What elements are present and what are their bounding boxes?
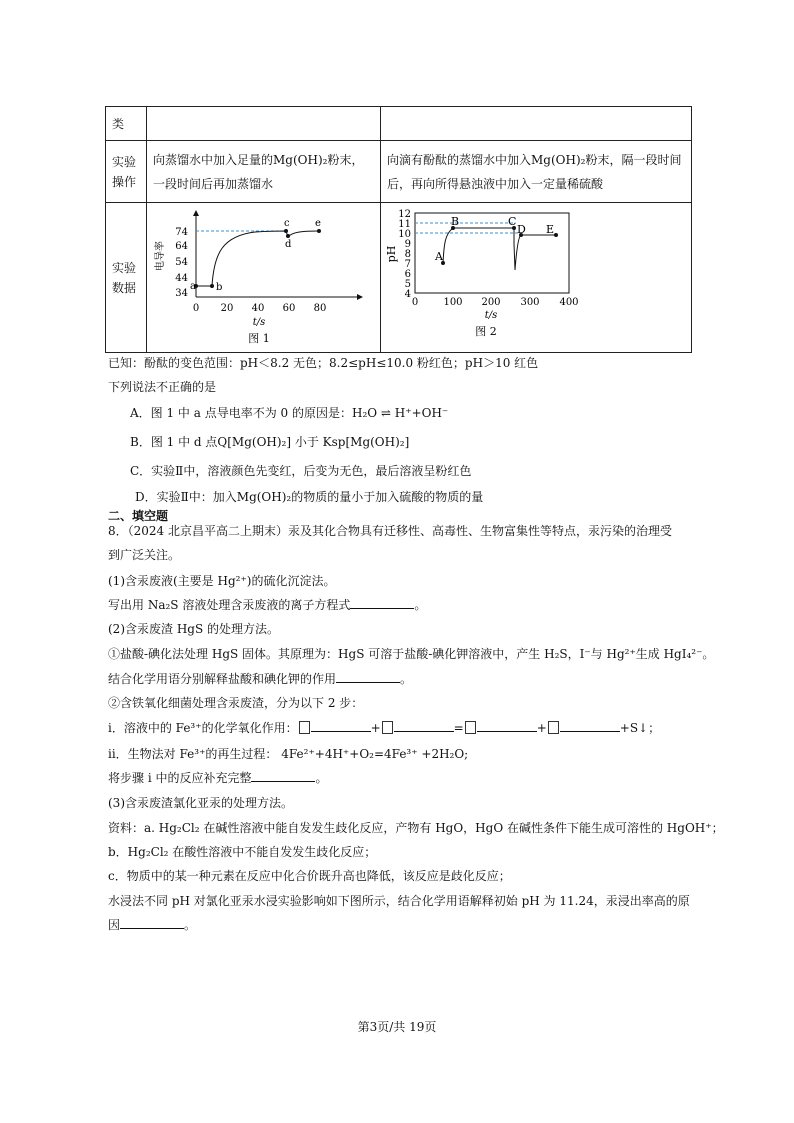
fig1-xtick-0: 0 xyxy=(192,302,200,314)
period: 。 xyxy=(184,918,197,932)
section-heading: 二、填空题 xyxy=(108,509,169,523)
q8-part1-question xyxy=(108,596,426,613)
fig2-caption: 图 2 xyxy=(475,324,497,338)
fig2-xtick-3: 300 xyxy=(520,296,540,308)
fig1-point-d xyxy=(286,234,290,238)
fig2-xlabel: t/s xyxy=(484,309,498,321)
period: 。 xyxy=(315,771,328,785)
answer-blank-1[interactable] xyxy=(350,608,414,609)
fig1-xtick-4: 80 xyxy=(313,302,327,314)
fig2-curve xyxy=(443,228,556,270)
fig1-point-b xyxy=(210,284,214,288)
fig2-ytick-3: 9 xyxy=(404,238,411,250)
fig1-ytick-2: 54 xyxy=(175,256,188,268)
exp1-category-cell xyxy=(147,107,381,141)
fig1-xtick-1: 20 xyxy=(220,302,234,314)
fig2-label-C: C xyxy=(508,214,517,228)
fig2-ytick-1: 11 xyxy=(398,218,411,230)
coefficient-box-1[interactable] xyxy=(299,721,310,734)
fig2-xtick-4: 400 xyxy=(559,296,579,308)
fig1-ytick-0: 74 xyxy=(175,226,188,238)
q8-part3-e-text: 因 xyxy=(108,918,121,932)
row-label-operation-1: 实验 xyxy=(112,154,137,169)
fig2-ytick-7: 5 xyxy=(404,278,411,290)
fig1-label-b: b xyxy=(216,281,223,293)
fig1-label-c: c xyxy=(284,217,290,229)
fig1-curve xyxy=(196,231,319,286)
row-label-category: 类 xyxy=(106,107,147,141)
formula-blank-1[interactable] xyxy=(311,731,371,732)
known-note: 已知：酚酞的变色范围：pH＜8.2 无色；8.2≤pH≤10.0 粉红色；pH＞10 红色 xyxy=(108,356,539,370)
figure2-ph-chart xyxy=(381,204,691,352)
q8-part1: (1)含汞废液(主要是 Hg²⁺)的硫化沉淀法。 xyxy=(108,574,336,588)
fig2-xtick-1: 100 xyxy=(443,296,463,308)
q8-part2-i-end: +S↓； xyxy=(619,721,661,735)
fig1-caption: 图 1 xyxy=(248,331,270,345)
row-label-operation-2: 操作 xyxy=(112,174,137,189)
option-c: C．实验Ⅱ中，溶液颜色先变红，后变为无色，最后溶液呈粉红色 xyxy=(130,464,472,478)
q8-part2-a: ①盐酸-碘化法处理 HgS 固体。其原理为：HgS 可溶于盐酸-碘化钾溶液中，产生 H₂S，I⁻与 Hg²⁺生成 HgI₄²⁻。 xyxy=(108,647,715,661)
q8-part3-d: 水浸法不同 pH 对氯化亚汞水浸实验影响如下图所示，结合化学用语解释初始 pH 为 11.24，汞浸出率高的原 xyxy=(108,894,690,908)
q8-line1: 8．（2024 北京昌平高二上期末）汞及其化合物具有迁移性、高毒性、生物富集性等特点，汞污染的治理受 xyxy=(108,524,672,538)
exp2-category-cell xyxy=(381,107,692,141)
period: 。 xyxy=(400,672,413,686)
q8-part2-c: ②含铁氧化细菌处理含汞废渣，分为以下 2 步： xyxy=(108,696,364,710)
figure1-conductivity-chart xyxy=(147,204,379,352)
page-footer: 第3页/共 19页 xyxy=(357,1020,437,1034)
figure1-cell xyxy=(147,203,381,353)
q8-part2-ii-question-text: 将步骤 i 中的反应补充完整 xyxy=(108,771,252,785)
fig1-xtick-3: 60 xyxy=(282,302,296,314)
q8-part2-b-text: 结合化学用语分别解释盐酸和碘化钾的作用 xyxy=(108,672,337,686)
q8-part3-c: c．物质中的某一种元素在反应中化合价既升高也降低，该反应是歧化反应； xyxy=(108,869,511,883)
fig1-label-a: a xyxy=(190,280,196,292)
answer-blank-3[interactable] xyxy=(251,781,315,782)
fig2-point-E xyxy=(554,233,558,237)
fig2-label-D: D xyxy=(517,222,526,236)
fig2-ytick-6: 6 xyxy=(404,268,411,280)
exp1-operation-line2: 一段时间后再加蒸馏水 xyxy=(153,176,274,191)
coefficient-box-3[interactable] xyxy=(465,721,476,734)
coefficient-box-2[interactable] xyxy=(382,721,393,734)
q8-part2: (2)含汞废渣 HgS 的处理方法。 xyxy=(108,622,279,636)
q8-line2: 到广泛关注。 xyxy=(108,548,181,562)
option-b: B．图 1 中 d 点Q[Mg(OH)₂] 小于 Ksp[Mg(OH)₂] xyxy=(130,435,410,449)
q8-part2-ii: ii．生物法对 Fe³⁺的再生过程： 4Fe²⁺+4H⁺+O₂=4Fe³⁺ +2H₂O; xyxy=(108,747,469,761)
q8-part3-e xyxy=(108,916,196,933)
exp2-operation-cell xyxy=(381,141,692,203)
fig1-ytick-4: 34 xyxy=(175,287,188,299)
q8-part1-question-text: 写出用 Na₂S 溶液处理含汞废液的离子方程式 xyxy=(108,598,351,612)
option-a: A．图 1 中 a 点导电率不为 0 的原因是：H₂O ⇌ H⁺+OH⁻ xyxy=(130,406,449,420)
fig1-x-arrow xyxy=(357,294,363,300)
fig2-ytick-0: 12 xyxy=(398,208,411,220)
figure2-cell xyxy=(381,203,692,353)
q8-part3: (3)含汞废渣氯化亚汞的处理方法。 xyxy=(108,796,293,810)
fig2-label-A: A xyxy=(435,249,443,263)
fig1-y-arrow xyxy=(193,210,199,216)
fig1-ytick-1: 64 xyxy=(175,240,188,252)
fig2-xtick-2: 200 xyxy=(481,296,501,308)
exp1-operation-line1: 向蒸馏水中加入足量的Mg(OH)₂粉末， xyxy=(153,152,364,167)
fig2-label-B: B xyxy=(451,214,460,228)
fig1-label-e: e xyxy=(315,217,321,229)
coefficient-box-4[interactable] xyxy=(548,721,559,734)
row-label-data-1: 实验 xyxy=(112,260,137,275)
fig1-point-c xyxy=(284,229,288,233)
question-stem: 下列说法不正确的是 xyxy=(108,380,217,394)
answer-blank-4[interactable] xyxy=(120,928,184,929)
experiment-table xyxy=(105,106,692,353)
fig2-ytick-5: 7 xyxy=(404,258,411,270)
fig1-xtick-2: 40 xyxy=(251,302,265,314)
q8-part2-i-text: i．溶液中的 Fe³⁺的化学氧化作用： xyxy=(108,721,298,735)
fig2-ytick-2: 10 xyxy=(398,228,411,240)
period: 。 xyxy=(414,598,427,612)
fig2-ytick-4: 8 xyxy=(404,248,411,260)
row-label-operation xyxy=(106,141,147,203)
fig1-xlabel: t/s xyxy=(252,316,266,328)
option-d: D．实验Ⅱ中：加入Mg(OH)₂的物质的量小于加入硫酸的物质的量 xyxy=(135,490,484,504)
answer-blank-2[interactable] xyxy=(336,682,400,683)
q8-part3-a: 资料：a. Hg₂Cl₂ 在碱性溶液中能自发发生歧化反应，产物有 HgO，HgO 在碱性条件下能生成可溶性的 HgOH⁺； xyxy=(108,821,724,835)
fig2-ylabel: pH xyxy=(385,245,398,262)
fig2-xtick-0: 0 xyxy=(411,296,419,308)
fig2-ytick-8: 4 xyxy=(404,288,411,300)
fig1-ytick-3: 44 xyxy=(175,272,188,284)
formula-blank-3[interactable] xyxy=(477,731,537,732)
fig1-label-d: d xyxy=(285,238,292,250)
fig1-point-e xyxy=(317,229,321,233)
formula-blank-2[interactable] xyxy=(394,731,454,732)
formula-blank-4[interactable] xyxy=(560,731,620,732)
row-label-data-2: 数据 xyxy=(112,280,137,295)
fig2-label-E: E xyxy=(546,222,555,236)
exp2-operation-line2: 后，再向所得悬浊液中加入一定量稀硫酸 xyxy=(387,176,604,191)
q8-part3-b: b．Hg₂Cl₂ 在酸性溶液中不能自发发生歧化反应； xyxy=(108,845,377,859)
row-label-data xyxy=(106,203,147,353)
q8-part2-b xyxy=(108,670,412,687)
exp1-operation-cell xyxy=(147,141,381,203)
exp2-operation-line1: 向滴有酚酞的蒸馏水中加入Mg(OH)₂粉末，隔一段时间 xyxy=(387,152,682,167)
q8-part2-i: i．溶液中的 Fe³⁺的化学氧化作用： + = + +S↓； xyxy=(108,721,661,735)
q8-part2-ii-question xyxy=(108,769,327,786)
fig1-ylabel: 电导率 xyxy=(155,240,166,271)
